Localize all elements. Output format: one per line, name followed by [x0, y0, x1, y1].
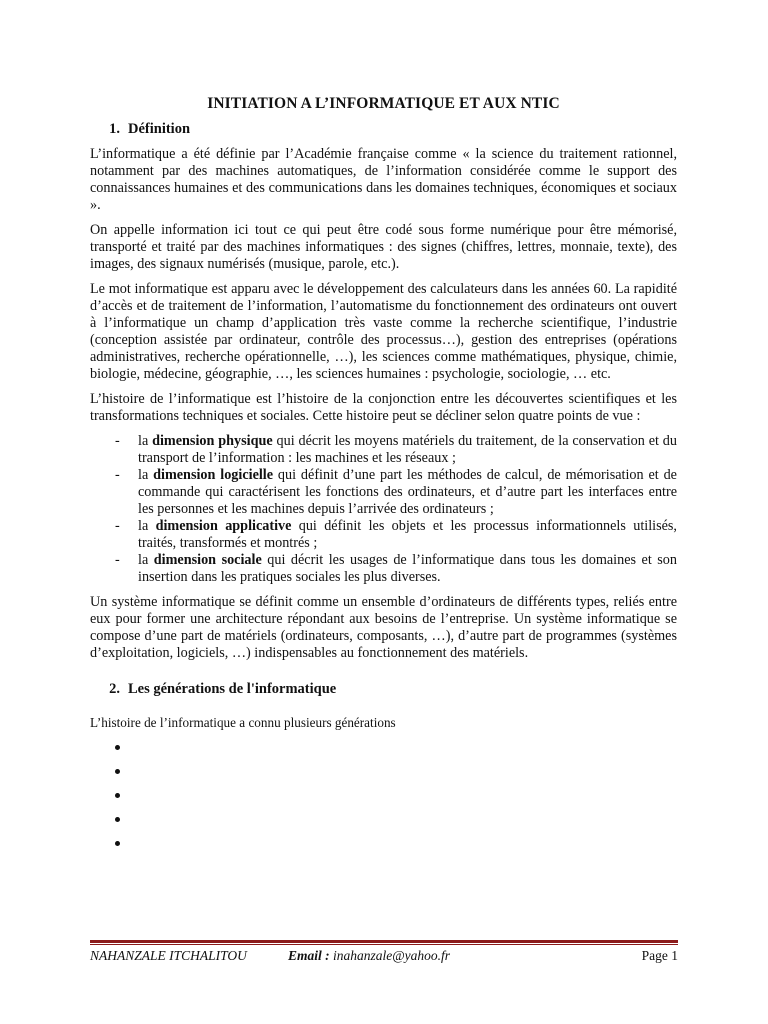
footer-page-number: Page 1	[641, 948, 678, 963]
list-item-prefix: la	[138, 467, 154, 483]
section-2-heading	[90, 680, 677, 698]
empty-bullet-item	[90, 765, 677, 789]
list-item-term: dimension sociale	[153, 552, 262, 568]
footer-rule-thin	[90, 944, 678, 945]
dash-marker: -	[115, 467, 120, 483]
footer-author: NAHANZALE ITCHALITOU	[90, 948, 247, 963]
bullet-dot	[115, 793, 120, 798]
list-item-term: dimension applicative	[155, 518, 292, 534]
empty-bullet-item	[90, 813, 677, 837]
section-2-title: Les générations de l'informatique	[128, 681, 337, 697]
list-item-prefix: la	[138, 552, 154, 568]
paragraph-history-views: L’histoire de l’informatique est l’histoire de la conjonction entre les découvertes scientifiques et les transformations techniques et sociales. Cette histoire peut se décliner selon quatre points de vue :	[90, 391, 677, 424]
page-content	[90, 92, 677, 861]
list-item	[90, 552, 677, 586]
dash-marker: -	[115, 552, 120, 568]
section-1-number: 1.	[109, 121, 120, 137]
section-2-number: 2.	[109, 681, 120, 697]
dash-marker: -	[115, 433, 120, 449]
list-item-term: dimension physique	[152, 433, 273, 449]
bullet-dot	[115, 745, 120, 750]
section-1-title: Définition	[128, 121, 191, 137]
page-footer	[90, 948, 678, 966]
section-1-heading	[90, 120, 677, 138]
paragraph-history-word: Le mot informatique est apparu avec le développement des calculateurs dans les années 60. La rapidité d’accès et de traitement de l’information, l’automatisme du fonctionnement des ordinateurs ont ouvert à l’informatique un champ d’application très vaste comme la recherche scientifique, l’industrie (conception assistée par ordinateur, contrôle des processus…), gestion des entreprises (opérations administratives, recherche opérationnelle, …), les sciences comme mathématiques, physique, chimie, biologie, médecine, géographie, …, les sciences humaines : psychologie, sociologie, … etc.	[90, 281, 677, 382]
list-item	[90, 467, 677, 518]
list-item-prefix: la	[138, 518, 156, 534]
dimensions-list	[90, 433, 677, 586]
list-item-prefix: la	[138, 433, 153, 449]
empty-bullet-item	[90, 789, 677, 813]
bullet-dot	[115, 841, 120, 846]
footer-email	[288, 948, 450, 964]
list-item-term: dimension logicielle	[153, 467, 274, 483]
generations-intro: L’histoire de l’informatique a connu plusieurs générations	[90, 715, 396, 730]
generations-bullet-list	[90, 741, 677, 861]
footer-rule-thick	[90, 940, 678, 943]
bullet-dot	[115, 817, 120, 822]
document-title: INITIATION A L’INFORMATIQUE ET AUX NTIC	[207, 95, 560, 112]
bullet-dot	[115, 769, 120, 774]
paragraph-definition: L’informatique a été définie par l’Académie française comme « la science du traitement rationnel, notamment par des machines automatiques, de l’information considérée comme le support des connaissances humaines et des communications dans les domaines techniques, économiques et sociaux ».	[90, 146, 677, 213]
paragraph-information: On appelle information ici tout ce qui peut être codé sous forme numérique pour être mémorisé, transporté et traité par des machines informatiques : des signes (chiffres, lettres, monnaie, texte), des images, des signaux numérisés (musique, parole, etc.).	[90, 222, 677, 272]
list-item-text: qui définit les objets et les processus informationnels utilisés, traités, transformés et montrés ;	[138, 518, 677, 551]
list-item-text: qui définit d’une part les méthodes de calcul, de mémorisation et de commande qui caractérisent les fonctions des ordinateurs, et d’autre part les interfaces entre les personnes et les machines depuis l’arrivée des ordinateurs ;	[138, 467, 677, 517]
paragraph-system: Un système informatique se définit comme un ensemble d’ordinateurs de différents types, reliés entre eux pour former une architecture répondant aux besoins de l’entreprise. Un système informatique se compose d’une part de matériels (ordinateurs, composants, …), d’autre part de programmes (systèmes d’exploitation, logiciels, …) indispensables au fonctionnement des matériels.	[90, 594, 677, 661]
list-item-text: qui décrit les usages de l’informatique dans tous les domaines et son insertion dans les pratiques sociales les plus diverses.	[138, 552, 677, 585]
empty-bullet-item	[90, 837, 677, 861]
list-item	[90, 518, 677, 552]
empty-bullet-item	[90, 741, 677, 765]
list-item	[90, 433, 677, 467]
dash-marker: -	[115, 518, 120, 534]
footer-email-address: inahanzale@yahoo.fr	[333, 948, 451, 963]
list-item-text: qui décrit les moyens matériels du traitement, de la conservation et du transport de l’information : les machines et les réseaux ;	[138, 433, 677, 466]
footer-email-label: Email :	[288, 948, 330, 963]
